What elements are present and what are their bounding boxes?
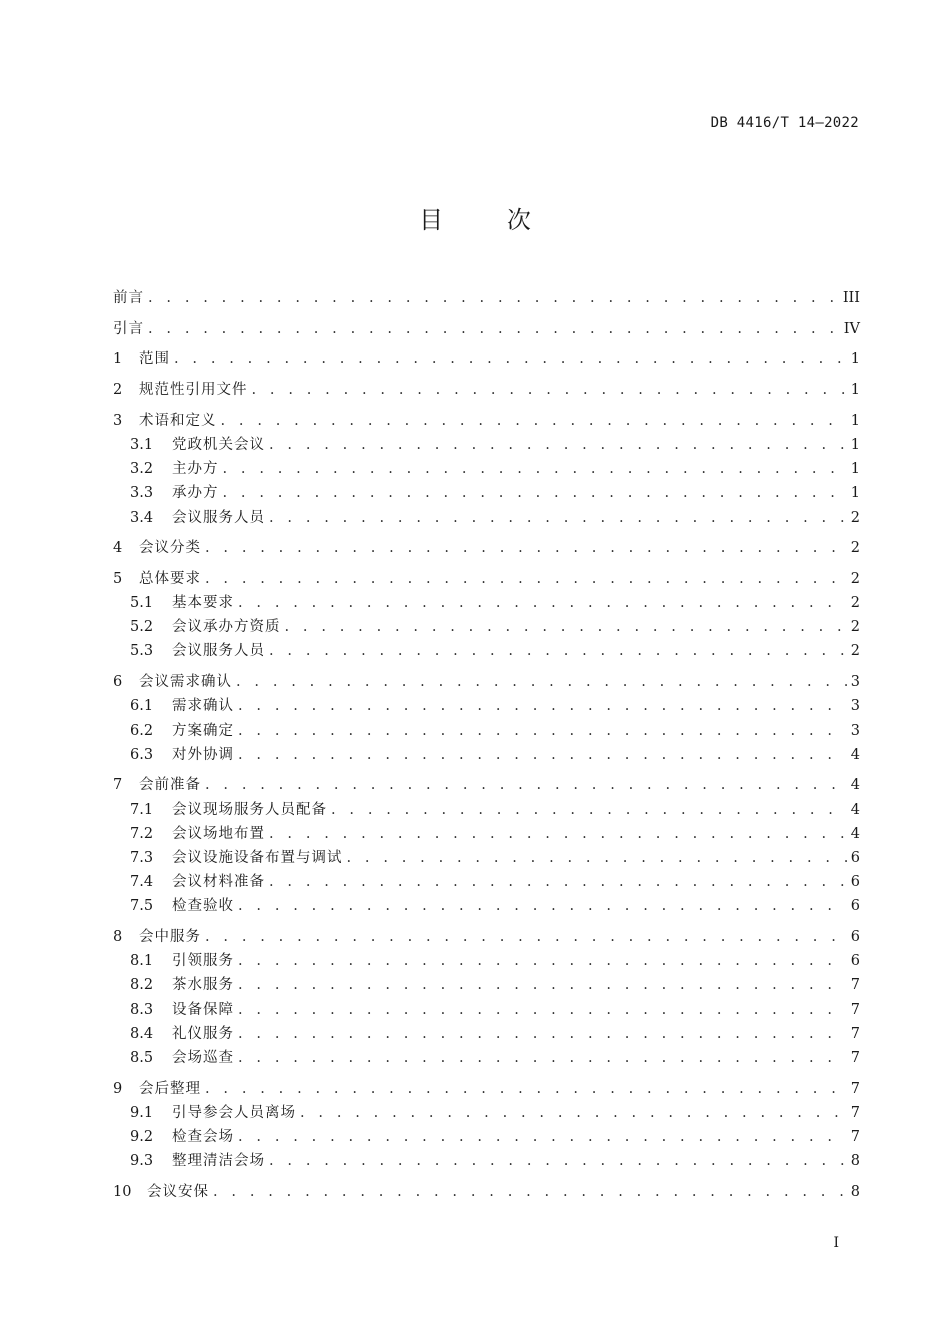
toc-subentry[interactable]	[113, 870, 860, 894]
toc-entry-number: 9.2	[130, 1129, 154, 1145]
toc-dot-leader	[238, 743, 847, 767]
toc-subentry[interactable]	[113, 1101, 860, 1125]
toc-entry-label: 基本要求	[172, 595, 234, 612]
toc-entry-number: 7.1	[130, 801, 154, 818]
toc-subentry[interactable]	[113, 998, 860, 1022]
toc-subentry[interactable]	[113, 615, 860, 639]
toc-entry-number: 7.4	[130, 874, 154, 891]
toc-dot-leader	[205, 1077, 847, 1101]
toc-entry-page: 7	[850, 1080, 860, 1097]
toc-entry-number: 3.4	[130, 509, 154, 526]
toc-entry-page: 2	[850, 509, 860, 526]
toc-entry-number: 9.3	[130, 1153, 154, 1170]
toc-dot-leader	[238, 949, 847, 973]
toc-entry-number: 8.3	[130, 1001, 154, 1018]
toc-entry-page: 6	[850, 898, 860, 915]
toc-subentry[interactable]	[113, 433, 860, 457]
toc-entry-number: 3.3	[130, 485, 154, 502]
toc-entry-label: 会议材料准备	[172, 874, 265, 891]
toc-subentry[interactable]	[113, 1046, 860, 1070]
toc-entry-label: 设备保障	[172, 1001, 234, 1018]
toc-dot-leader	[238, 1125, 847, 1149]
toc-entry-label: 对外协调	[172, 746, 234, 763]
toc-entry-number: 8.2	[130, 977, 154, 994]
toc-entry[interactable]	[113, 925, 860, 949]
toc-entry-label: 会议设施设备布置与调试	[172, 849, 343, 866]
toc-entry-label: 会议承办方资质	[172, 619, 281, 636]
toc-entry[interactable]	[113, 670, 860, 694]
toc-dot-leader	[223, 481, 847, 505]
toc-entry-page: 2	[850, 595, 860, 612]
toc-entry-label: 前言	[113, 290, 144, 306]
toc-entry-label: 会议分类	[139, 540, 201, 557]
toc-entry-page: 7	[850, 1049, 860, 1066]
toc-entry-number: 6.1	[130, 698, 154, 715]
toc-entry-number: 9.1	[130, 1104, 154, 1121]
title-char-1: 目	[419, 206, 444, 234]
toc-entry-label: 承办方	[172, 485, 219, 502]
toc-dot-leader	[238, 1046, 847, 1070]
footer-page-number: I	[833, 1235, 839, 1251]
toc-entry-number: 4	[113, 540, 123, 557]
toc-dot-leader	[331, 798, 847, 822]
toc-dot-leader	[269, 1149, 847, 1173]
toc-entry[interactable]	[113, 536, 860, 560]
toc-entry-label: 会议服务人员	[172, 643, 265, 660]
table-of-contents	[113, 286, 860, 1204]
toc-dot-leader	[236, 670, 847, 694]
toc-dot-leader	[238, 1022, 847, 1046]
toc-entry[interactable]	[113, 317, 860, 341]
toc-entry-label: 方案确定	[172, 722, 234, 739]
toc-subentry[interactable]	[113, 1022, 860, 1046]
toc-subentry[interactable]	[113, 743, 860, 767]
toc-entry-number: 7.3	[130, 849, 154, 866]
toc-entry-number: 10	[113, 1183, 132, 1200]
toc-dot-leader	[269, 870, 847, 894]
toc-dot-leader	[285, 615, 847, 639]
toc-subentry[interactable]	[113, 719, 860, 743]
toc-entry-page: 3	[850, 698, 860, 715]
toc-entry[interactable]	[113, 1077, 860, 1101]
toc-entry-label: 会前准备	[139, 777, 201, 794]
toc-entry-page: 1	[850, 485, 860, 502]
toc-entry-page: 4	[850, 746, 860, 763]
toc-dot-leader	[205, 925, 847, 949]
toc-entry-page: 4	[850, 801, 860, 818]
toc-entry-number: 5.3	[130, 643, 154, 660]
toc-entry-number: 5	[113, 570, 123, 587]
toc-entry-page: 7	[850, 1025, 860, 1042]
toc-entry-number: 6	[113, 674, 123, 691]
toc-entry-number: 3	[113, 412, 123, 429]
toc-subentry[interactable]	[113, 846, 860, 870]
toc-entry-label: 范围	[139, 351, 170, 368]
toc-entry[interactable]	[113, 286, 860, 310]
toc-dot-leader	[238, 719, 847, 743]
toc-entry-page: 4	[850, 825, 860, 842]
toc-entry[interactable]	[113, 773, 860, 797]
toc-entry-label: 主办方	[172, 461, 219, 478]
toc-entry-label: 会议服务人员	[172, 509, 265, 526]
toc-entry-label: 检查验收	[172, 898, 234, 915]
toc-dot-leader	[221, 409, 847, 433]
toc-dot-leader	[269, 639, 847, 663]
toc-entry-label: 需求确认	[172, 698, 234, 715]
toc-dot-leader	[148, 286, 839, 310]
toc-dot-leader	[238, 973, 847, 997]
toc-entry-label: 茶水服务	[172, 977, 234, 994]
toc-entry-label: 会中服务	[139, 929, 201, 945]
toc-entry-label: 会议需求确认	[139, 674, 232, 691]
toc-subentry[interactable]	[113, 1149, 860, 1173]
toc-entry-page: 1	[850, 412, 860, 429]
toc-entry-number: 6.3	[130, 746, 154, 763]
toc-entry[interactable]	[113, 378, 860, 402]
toc-entry-label: 引导参会人员离场	[172, 1104, 296, 1121]
toc-dot-leader	[213, 1180, 847, 1204]
toc-entry-page: 6	[850, 953, 860, 970]
toc-entry-page: 2	[850, 570, 860, 587]
toc-subentry[interactable]	[113, 457, 860, 481]
toc-entry-label: 整理清洁会场	[172, 1153, 265, 1170]
toc-entry-page: 7	[850, 977, 860, 994]
toc-entry-label: 检查会场	[172, 1129, 234, 1145]
toc-subentry[interactable]	[113, 1125, 860, 1149]
toc-entry-number: 7	[113, 777, 123, 794]
toc-entry-page: 6	[850, 849, 860, 866]
toc-entry-label: 党政机关会议	[172, 436, 265, 453]
toc-entry-number: 7.5	[130, 898, 154, 915]
title-char-2: 次	[506, 206, 531, 234]
toc-entry-number: 8	[113, 929, 123, 945]
toc-entry-number: 3.1	[130, 436, 154, 453]
toc-entry-label: 会议现场服务人员配备	[172, 801, 327, 818]
toc-dot-leader	[238, 894, 847, 918]
toc-entry[interactable]	[113, 567, 860, 591]
toc-entry-page: 8	[850, 1153, 860, 1170]
toc-entry[interactable]	[113, 409, 860, 433]
toc-subentry[interactable]	[113, 798, 860, 822]
toc-entry-page: 6	[850, 929, 860, 945]
toc-entry-page: 6	[850, 874, 860, 891]
toc-entry-number: 6.2	[130, 722, 154, 739]
toc-dot-leader	[300, 1101, 847, 1125]
toc-entry-number: 1	[113, 351, 123, 368]
toc-dot-leader	[269, 822, 847, 846]
toc-subentry[interactable]	[113, 894, 860, 918]
toc-entry-label: 引领服务	[172, 953, 234, 970]
toc-entry-number: 5.2	[130, 619, 154, 636]
toc-subentry[interactable]	[113, 591, 860, 615]
toc-entry-label: 礼仪服务	[172, 1025, 234, 1042]
toc-entry-page: 7	[850, 1129, 860, 1145]
toc-subentry[interactable]	[113, 973, 860, 997]
toc-entry-page: 2	[850, 643, 860, 660]
toc-subentry[interactable]	[113, 506, 860, 530]
toc-entry-number: 2	[113, 382, 123, 399]
toc-dot-leader	[223, 457, 847, 481]
toc-dot-leader	[252, 378, 847, 402]
toc-entry[interactable]	[113, 347, 860, 371]
toc-entry-number: 9	[113, 1080, 123, 1097]
toc-entry-page: 1	[850, 461, 860, 478]
toc-entry-label: 术语和定义	[139, 412, 217, 429]
toc-dot-leader	[205, 567, 847, 591]
toc-entry-page: 3	[850, 674, 860, 691]
toc-dot-leader	[148, 317, 840, 341]
toc-dot-leader	[205, 773, 847, 797]
toc-entry-page: 7	[850, 1104, 860, 1121]
toc-dot-leader	[347, 846, 847, 870]
toc-dot-leader	[238, 694, 847, 718]
toc-dot-leader	[269, 433, 847, 457]
toc-entry-page: 2	[850, 540, 860, 557]
toc-subentry[interactable]	[113, 949, 860, 973]
toc-entry-page: 7	[850, 1001, 860, 1018]
toc-subentry[interactable]	[113, 694, 860, 718]
toc-entry-number: 7.2	[130, 825, 154, 842]
toc-entry-number: 8.5	[130, 1049, 154, 1066]
toc-entry-label: 会后整理	[139, 1080, 201, 1097]
toc-entry-page: 4	[850, 777, 860, 794]
toc-entry-page: 1	[850, 436, 860, 453]
document-code: DB 4416/T 14—2022	[710, 115, 859, 131]
toc-entry-label: 引言	[113, 320, 144, 337]
toc-entry-number: 5.1	[130, 595, 154, 612]
toc-entry-label: 会场巡查	[172, 1049, 234, 1066]
toc-entry-label: 会议场地布置	[172, 825, 265, 842]
toc-entry-number: 8.1	[130, 953, 154, 970]
toc-entry-page: 3	[850, 722, 860, 739]
toc-dot-leader	[238, 591, 847, 615]
toc-entry-page: III	[842, 290, 860, 306]
toc-entry-number: 8.4	[130, 1025, 154, 1042]
toc-entry-page: 2	[850, 619, 860, 636]
toc-dot-leader	[269, 506, 847, 530]
toc-entry-label: 会议安保	[147, 1183, 209, 1200]
page-title	[0, 200, 950, 235]
toc-subentry[interactable]	[113, 481, 860, 505]
toc-entry-page: 8	[850, 1183, 860, 1200]
toc-entry-label: 规范性引用文件	[139, 382, 248, 399]
toc-entry-page: 1	[850, 382, 860, 399]
toc-dot-leader	[238, 998, 847, 1022]
toc-entry[interactable]	[113, 1180, 860, 1204]
toc-dot-leader	[205, 536, 847, 560]
toc-subentry[interactable]	[113, 822, 860, 846]
toc-entry-page: 1	[850, 351, 860, 368]
toc-subentry[interactable]	[113, 639, 860, 663]
toc-dot-leader	[174, 347, 847, 371]
toc-entry-label: 总体要求	[139, 570, 201, 587]
toc-entry-page: IV	[843, 320, 860, 337]
toc-entry-number: 3.2	[130, 461, 154, 478]
